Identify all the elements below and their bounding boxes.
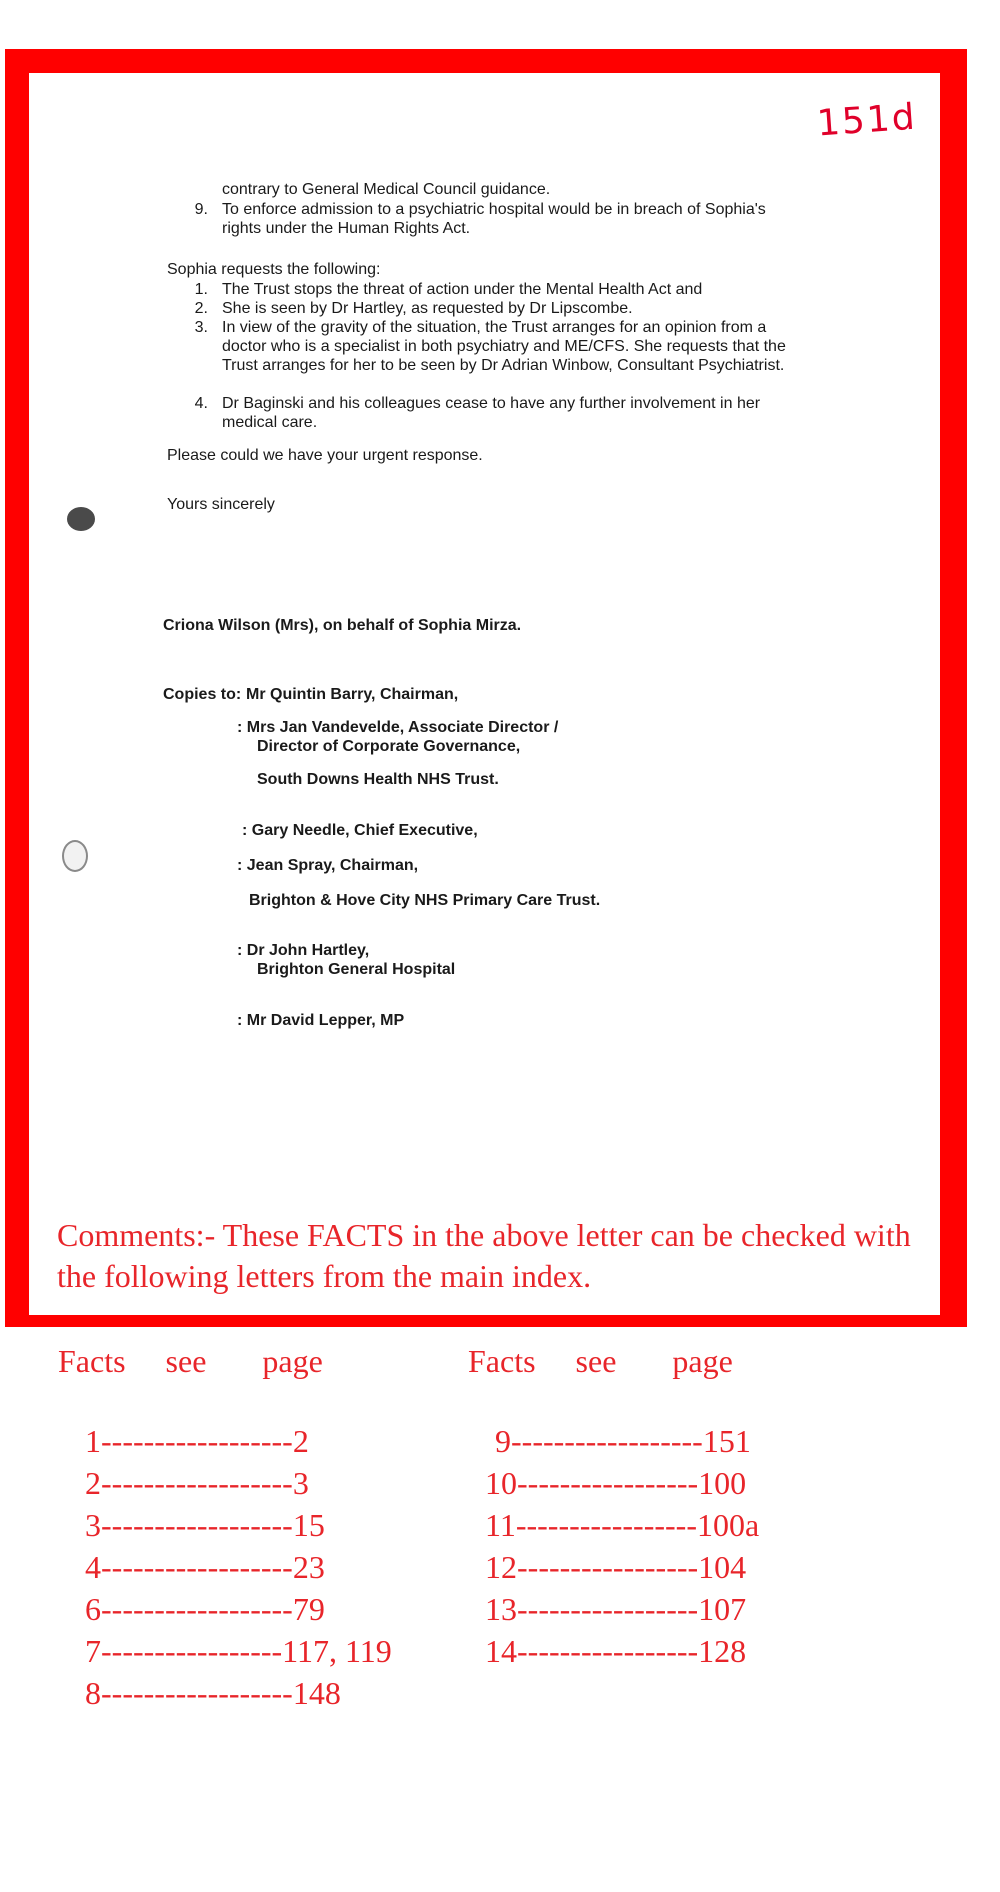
urgent-line: Please could we have your urgent response. [167,447,483,464]
comments-note: Comments:- These FACTS in the above letter can be checked with the following letters from the main index. [57,1217,911,1294]
request-number: 2. [194,300,208,317]
request-number: 3. [194,319,208,336]
copies-label: Copies to: [163,686,242,703]
facts-right-row: 11-----------------100a [485,1507,760,1543]
copy-org-brighton-general: Brighton General Hospital [257,961,456,978]
intro-line: contrary to General Medical Council guidance. [222,181,551,198]
request-number: 1. [194,281,208,298]
copy-recipient-3: : Gary Needle, Chief Executive, [242,822,478,839]
copy-recipient-2-line2: Director of Corporate Governance, [257,738,521,755]
facts-left-row: 4------------------23 [85,1549,325,1585]
facts-right-row: 12-----------------104 [485,1549,747,1585]
facts-left-row: 7-----------------117, 119 [85,1633,392,1669]
item-9-number: 9. [194,201,208,218]
request-text: She is seen by Dr Hartley, as requested by Dr Lipscombe. [222,300,633,317]
facts-right-row: 14-----------------128 [485,1633,747,1669]
copy-recipient-4: : Jean Spray, Chairman, [237,857,419,874]
requests-intro: Sophia requests the following: [167,261,381,278]
facts-right-row: 10-----------------100 [485,1465,747,1501]
facts-left-row: 6------------------79 [85,1591,325,1627]
facts-left-row: 1------------------2 [85,1423,309,1459]
closing-line: Yours sincerely [167,496,275,513]
copy-org-south-downs: South Downs Health NHS Trust. [257,771,499,788]
copy-recipient-6: : Mr David Lepper, MP [237,1012,405,1029]
facts-header-right: Facts see page [468,1343,733,1379]
copy-recipient-2: : Mrs Jan Vandevelde, Associate Director / [237,719,559,736]
facts-header-left: Facts see page [58,1343,323,1379]
request-text: In view of the gravity of the situation, the Trust arranges for an opinion from a doctor who is a specialist in both psychiatry and ME/CFS. She requests that the Trust arranges for her to be seen by Dr Adrian Winbow, Consultant Psychiatrist. [222,319,786,374]
punch-hole-top [67,507,95,531]
copy-recipient-1: Mr Quintin Barry, Chairman, [246,686,459,703]
signature-line: Criona Wilson (Mrs), on behalf of Sophia Mirza. [163,617,522,634]
facts-left-row: 3------------------15 [85,1507,325,1543]
facts-right-row: 9------------------151 [495,1423,751,1459]
facts-left-row: 2------------------3 [85,1465,309,1501]
request-text: The Trust stops the threat of action under the Mental Health Act and [222,281,703,298]
facts-left-row: 8------------------148 [85,1675,341,1711]
request-text: Dr Baginski and his colleagues cease to have any further involvement in her medical care. [222,395,761,431]
request-number: 4. [194,395,208,412]
page-stamp: 151d [815,96,918,145]
punch-hole-bottom [62,840,88,872]
facts-right-row: 13-----------------107 [485,1591,747,1627]
copy-org-brighton-pct: Brighton & Hove City NHS Primary Care Trust. [249,892,601,909]
item-9-text: To enforce admission to a psychiatric hospital would be in breach of Sophia's rights under the Human Rights Act. [222,201,766,237]
scanned-letter [29,73,940,1315]
copy-recipient-5: : Dr John Hartley, [237,942,370,959]
